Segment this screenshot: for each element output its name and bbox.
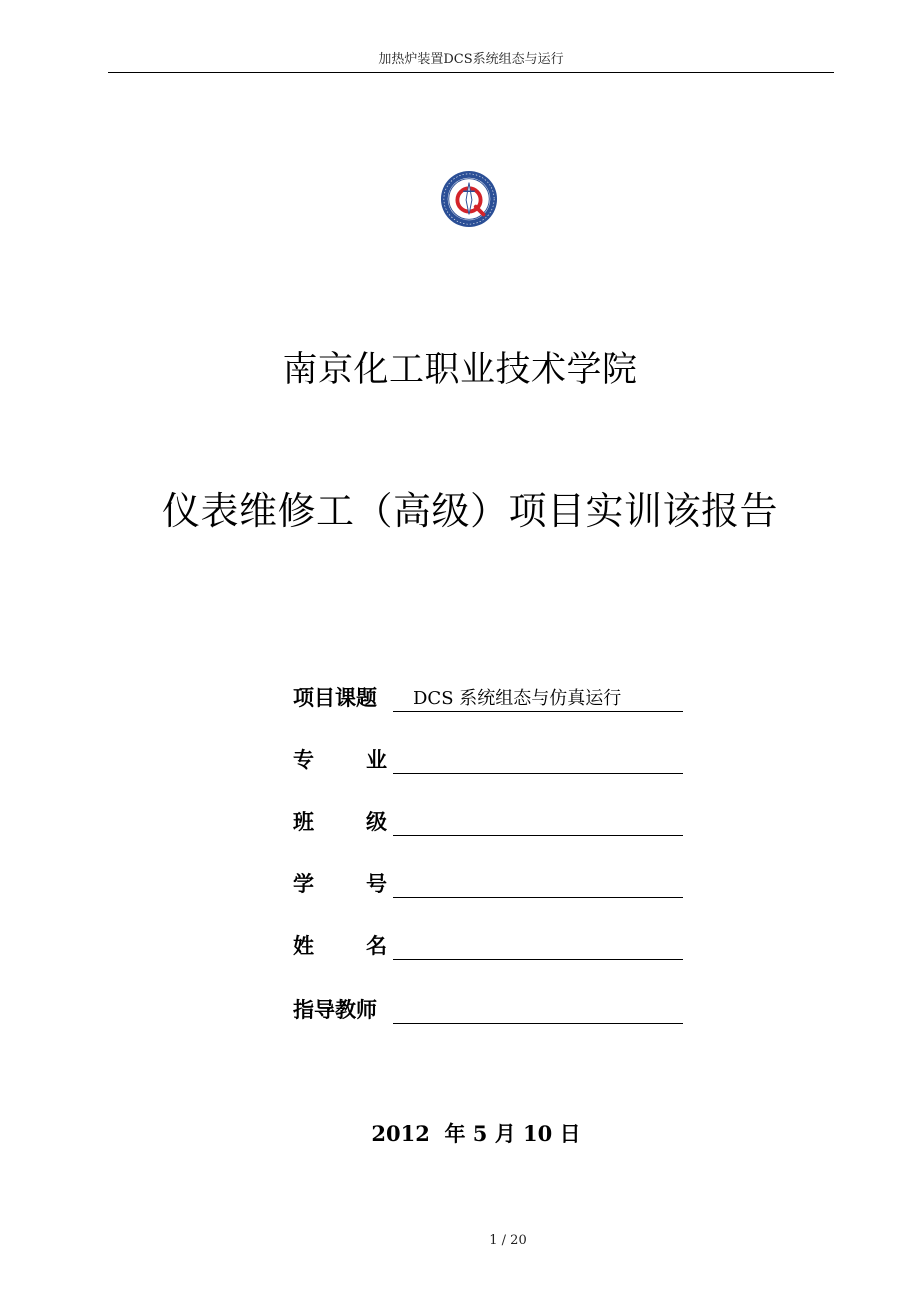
- topic-field: [293, 678, 683, 712]
- student-id-field: [293, 864, 683, 898]
- major-label: 专 业: [293, 748, 387, 772]
- header-rule: [108, 72, 834, 73]
- name-value[interactable]: [393, 934, 683, 960]
- advisor-value[interactable]: [393, 998, 683, 1024]
- student-id-value[interactable]: [393, 872, 683, 898]
- class-value[interactable]: [393, 810, 683, 836]
- school-logo-icon: [440, 170, 498, 228]
- name-label: 姓 名: [293, 934, 387, 958]
- name-field: [293, 926, 683, 960]
- topic-label: 项目课题: [293, 686, 377, 710]
- topic-value[interactable]: DCS 系统组态与仿真运行: [393, 686, 683, 712]
- class-field: [293, 802, 683, 836]
- advisor-field: [293, 990, 683, 1024]
- class-label: 班 级: [293, 810, 387, 834]
- report-title: 仪表维修工（高级）项目实训该报告: [161, 489, 778, 533]
- running-header: 加热炉装置DCS系统组态与运行: [378, 52, 564, 67]
- major-field: [293, 740, 683, 774]
- major-value[interactable]: [393, 748, 683, 774]
- school-name: 南京化工职业技术学院: [282, 350, 638, 390]
- advisor-label: 指导教师: [293, 998, 377, 1022]
- report-date: 2012 年 5 月 10 日: [371, 1121, 581, 1146]
- page-number: 1 / 20: [489, 1233, 527, 1248]
- student-id-label: 学 号: [293, 872, 387, 896]
